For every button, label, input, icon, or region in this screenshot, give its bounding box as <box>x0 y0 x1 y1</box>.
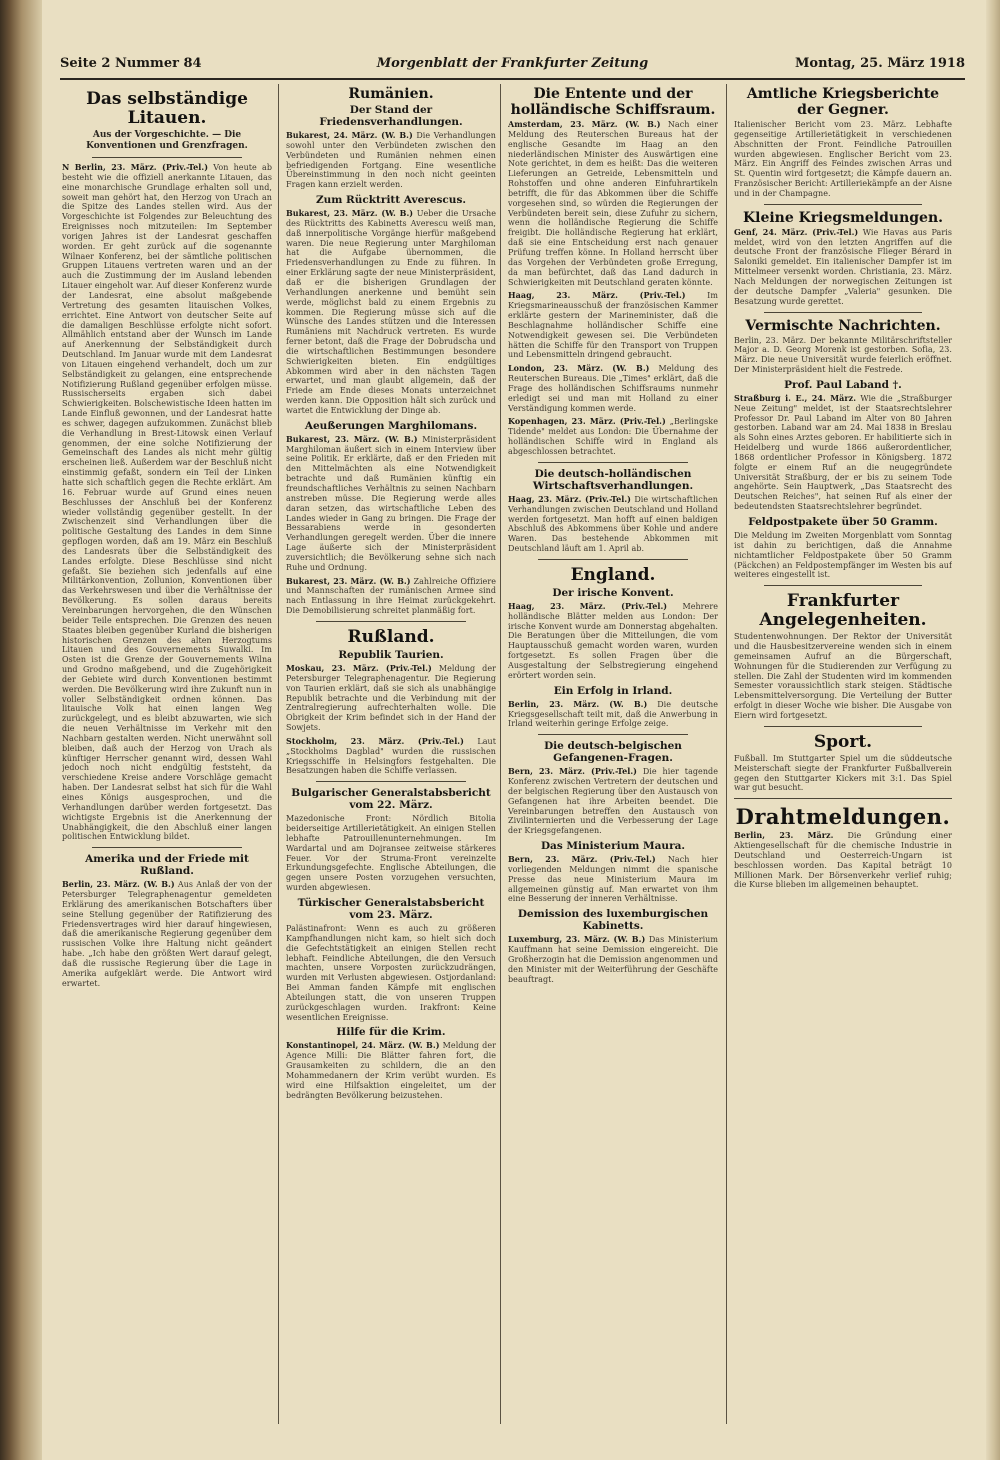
subheadline-konvent: Der irische Konvent. <box>552 586 674 599</box>
subheadline-litauen: Aus der Vorgeschichte. — Die Konventionen und Grenzfragen. <box>86 130 248 151</box>
headline-irland: Ein Erfolg in Irland. <box>553 684 673 697</box>
article-kleine: Genf, 24. März. (Priv.-Tel.) Wie Havas aus Paris meldet, wird von den letzten Angriffen auf die deutsche Front der französische Flieger Bérard in Saloniki gemeldet. Ein italienischer Dampfer ist im Mittelmeer versenkt worden. Christiania, 23. März. Nach Meldungen der norwegischen Zeitungen ist der deutsche Dampfer „Valeria" gesunken. Die Besatzung wurde gerettet. <box>734 226 952 306</box>
headline-vermischt: Vermischte Nachrichten. <box>745 317 941 334</box>
article-marghiloman: Bukarest, 23. März. (W. B.) Ministerpräsident Marghiloman äußert sich in einem Interview über seine Politik. Er erklärte, daß er den Frieden mit den Mittelmächten als eine Notwendigkeit betrachte und daß Rumänien künftig ein freundschaftliches Verhältnis zu seinen Nachbarn anstreben müsse. Die Regierung werde alles daran setzen, das wirtschaftliche Leben des Landes wieder in Gang zu bringen. Die Frage der Bessarabiens werde in gesonderten Verhandlungen geregelt werden. Über die innere Lage äußerte sich der Ministerpräsident zuversichtlich; die Bevölkerung sehne sich nach Ruhe und Ordnung. <box>286 433 496 572</box>
headline-rumaenien: Rumänien. <box>348 86 434 102</box>
article-tuerk-bericht: Palästinafront: Wenn es auch zu größeren Kampfhandlungen nicht kam, so hielt sich doch die Gefechtstätigkeit an einigen Stellen recht lebhaft. Feindliche Abteilungen, die den Versuch machten, unsere Vorposten zurückzudrängen, wurden mit Verlusten abgewiesen. Ostjordanland: Bei Amman fanden Kämpfe mit englischen Abteilungen statt, die von unseren Truppen zurückgeschlagen wurden. Irakfront: Keine wesentlichen Ereignisse. <box>286 924 496 1022</box>
column-rule <box>278 84 279 1424</box>
headline-maura: Das Ministerium Maura. <box>540 840 686 853</box>
headline-marghiloman: Aeußerungen Marghilomans. <box>304 419 478 432</box>
issue-date: Montag, 25. März 1918 <box>795 56 965 71</box>
headline-entente: Die Entente und der holländische Schiffsraum. <box>510 86 716 118</box>
headline-luxemburg: Demission des luxemburgischen Kabinetts. <box>517 908 709 933</box>
article-maura: Bern, 23. März. (Priv.-Tel.) Nach hier vorliegenden Meldungen nimmt die spanische Presse das neue Ministerium Maura im allgemeinen günstig auf. Man erwartet von ihm eine Besserung der inneren Verhältnisse. <box>508 854 718 904</box>
article-kopenhagen: Kopenhagen, 23. März. (Priv.-Tel.) „Berlingske Tidende" meldet aus London: Die Übernahme der holländischen Schiffe wird in England als abgeschlossen betrachtet. <box>508 416 718 456</box>
subheadline-taurien: Republik Taurien. <box>338 648 444 661</box>
article-amerika: Berlin, 23. März. (W. B.) Aus Anlaß der von der Petersburger Telegraphenagentur gemeldeten Erklärung des amerikanischen Botschafters über seine Stellung gegenüber der Ratifizierung des Friedensvertrages wird hier darauf hingewiesen, daß die amerikanische Regierung gegenüber dem russischen Volke ihre Haltung nicht geändert habe. „Ich habe den größten Wert darauf gelegt, daß die russische Regierung über die Lage in Amerika aufgeklärt werde. Die Antwort wird erwartet. <box>62 879 272 988</box>
headline-gefangene: Die deutsch-belgischen Gefangenen-Fragen. <box>544 740 682 765</box>
headline-drahtmeldungen: Drahtmeldungen. <box>735 804 951 830</box>
headline-amerika: Amerika und der Friede mit Rußland. <box>85 853 249 878</box>
column-rule <box>726 84 727 1424</box>
article-kriegsmarine: Haag, 23. März. (Priv.-Tel.) Im Kriegsmarineausschuß der französischen Kammer erklärte gestern der Marineminister, daß die Beschlagnahme holländischer Schiffe eine Notwendigkeit gewesen sei. Die Verbündeten hätten die Schiffe für den Transport von Truppen und Lebensmitteln dringend gebraucht. <box>508 290 718 360</box>
column-2 <box>286 84 496 1424</box>
article-dt-holl: Haag, 23. März. (Priv.-Tel.) Die wirtschaftlichen Verhandlungen zwischen Deutschland und Holland werden fortgesetzt. Man hofft auf einen baldigen Abschluß des Abkommens über Kohle und andere Waren. Das bestehende Abkommen mit Deutschland läuft am 1. April ab. <box>508 493 718 554</box>
article-laband: Straßburg i. E., 24. März. Wie die „Straßburger Neue Zeitung" meldet, ist der Staatsrechtslehrer Professor Dr. Paul Laband im Alter von 80 Jahren gestorben. Laband war am 24. Mai 1838 in Breslau als Sohn eines Arztes geboren. Er habilitierte sich in Heidelberg und wurde 1866 außerordentlicher, 1868 ordentlicher Professor in Königsberg. 1872 folgte er einem Ruf an die neugegründete Universität Straßburg, der er bis zu seinem Tode angehörte. Sein Hauptwerk, „Das Staatsrecht des Deutschen Reiches", hat seinen Ruf als einer der bedeutendsten Staatsrechtslehrer begründet. <box>734 392 952 512</box>
article-gefangene: Bern, 23. März. (Priv.-Tel.) Die hier tagende Konferenz zwischen Vertretern der deutschen und der belgischen Regierung über den Austausch von Gefangenen hat ihre Arbeiten beendet. Die Vereinbarungen betreffen den Austausch von Zivilinternierten und die Verbesserung der Lage der Kriegsgefangenen. <box>508 766 718 836</box>
headline-dt-holl: Die deutsch-holländischen Wirtschaftsverhandlungen. <box>532 467 694 492</box>
headline-averescu: Zum Rücktritt Averescus. <box>315 194 467 207</box>
column-1 <box>62 84 272 1424</box>
article-luxemburg: Luxemburg, 23. März. (W. B.) Das Ministerium Kauffmann hat seine Demission eingereicht. Die Großherzogin hat die Demission angenommen und den Minister mit der Weiterführung der Geschäfte beauftragt. <box>508 934 718 984</box>
headline-litauen: Das selbständige Litauen. <box>86 89 248 128</box>
article-averescu: Bukarest, 23. März. (W. B.) Ueber die Ursache des Rücktritts des Kabinetts Averescu weiß man, daß innerpolitische Vorgänge hierfür maßgebend waren. Die neue Regierung unter Marghiloman hat die Aufgabe übernommen, die Friedensverhandlungen zu Ende zu führen. In einer Erklärung sagte der neue Ministerpräsident, daß er die bisherigen Grundlagen der Verhandlungen anerkenne und bemüht sein werde, möglichst bald zu einem Ergebnis zu kommen. Die Regierung müsse sich auf die Wünsche des Landes stützen und die Interessen Rumäniens mit Nachdruck vertreten. Es wurde ferner betont, daß die Frage der Dobrudscha und die wirtschaftlichen Bestimmungen besondere Schwierigkeiten bieten. Ein endgültiges Abkommen wird aber in den nächsten Tagen erwartet, und man glaubt allgemein, daß der Friede am Ende dieses Monats unterzeichnet werden kann. Die Opposition hält sich zurück und wartet die Entwicklung der Dinge ab. <box>286 208 496 415</box>
article-litauen: N Berlin, 23. März. (Priv.-Tel.) Von heute ab besteht wie die offiziell anerkannte Litauen, das eine monarchische Grundlage erhalten soll und, soweit man gehört hat, den Herzog von Urach an die Spitze des Landes stellen wird. Aus der Vorgeschichte ist Folgendes zur Beleuchtung des Ereignisses noch mitzuteilen: Im September vorigen Jahres ist der Landesrat geschaffen worden. Er geht zurück auf die sogenannte Wilnaer Konferenz, bei der sämtliche politischen Gruppen Litauens vertreten waren und an der auch die Zustimmung der im Ausland lebenden Litauer eingeholt war. Auf dieser Konferenz wurde der Landesrat, eine absolut maßgebende Vertretung des gesamten litauischen Volkes, errichtet. Eine Antwort von deutscher Seite auf die damaligen Beschlüsse erfolgte nicht sofort. Allmählich entstand aber der Wunsch im Lande auf Anerkennung der Selbständigkeit durch Deutschland. Im Januar wurde mit dem Landesrat von Litauen eingehend verhandelt, doch um zur Selbständigkeit zu gelangen, eine entsprechende Notifizierung Rußland gegenüber erfolgen müsse. Russischerseits ergaben sich dabei Schwierigkeiten. Bolschewistische Ideen hatten im Lande Einfluß gewonnen, und der Landesrat hatte es schwer, dagegen aufzukommen. Zunächst blieb die Verhandlung in Brest-Litowsk einen Verlauf genommen, der eine solche Notifizierung der Gemeinschaft des Landes als nicht mehr gültig erscheinen ließ. Außerdem war der Beschluß nicht einstimmig gefaßt, sondern ein Teil der Linken hatte sich schaftlich gegen die Rechte erklärt. Am 16. Februar wurde auf Grund eines neuen Beschlusses der Anschluß bei der Konferenz wieder vollständig gegenüber gestellt. In der Zwischenzeit sind Verhandlungen über die politische Gestaltung des Landes in dem Sinne gepflogen worden, daß am 19. März ein Beschluß des Landesrats über die Selbständigkeit des Landes erfolgte. Diese Beschlüsse sind nicht gefaßt. Sie beziehen sich jedenfalls auf eine Militärkonvention, Zollunion, Konventionen über das Verkehrswesen und über die Verhältnisse der Bevölkerung. Es sollen daraus bereits Vereinbarungen hervorgehen, die den Wünschen beider Teile entsprechen. Die Grenzen des neuen Staates bleiben gegenüber Kurland die bisherigen historischen Grenzen des alten Herzogtums Litauen und des Gouvernements Suwalki. Im Osten ist die Grenze der Gouvernements Wilna und Grodno maßgebend, und die Zugehörigkeit der Gebiete wird durch Konventionen bestimmt werden. Die Bevölkerung wird ihre Zukunft nun in voller Selbständigkeit ordnen können. Das litauische Volk hat einen langen Weg zurückgelegt, und es bleibt abzuwarten, wie sich die neuen Verhältnisse im Verkehr mit den Nachbarn gestalten werden. Nicht unerwähnt soll bleiben, daß auch der Herzog von Urach als künftiger Herrscher genannt wird, dessen Wahl jedoch noch nicht endgültig feststeht, da verschiedene Kreise andere Vorschläge gemacht haben. Der Landesrat selbst hat sich für die Wahl eines Königs ausgesprochen, und die Verhandlungen darüber werden fortgesetzt. Das wichtigste Ergebnis ist die Anerkennung der Unabhängigkeit, die den Abschluß einer langen politischen Entwicklung bildet. <box>62 162 272 842</box>
article-drahtmeldungen: Berlin, 23. März. Die Gründung einer Aktiengesellschaft für die chemische Industrie in Deutschland und Oesterreich-Ungarn ist beschlossen worden. Das Kapital beträgt 10 Millionen Mark. Der Börsenverkehr verlief ruhig; die Kurse blieben im allgemeinen behauptet. <box>734 830 952 890</box>
article-sport: Fußball. Im Stuttgarter Spiel um die süddeutsche Meisterschaft siegte der Frankfurter Fußballverein gegen den Stuttgarter Kickers mit 3:1. Das Spiel war gut besucht. <box>734 753 952 793</box>
article-rumaenien: Bukarest, 24. März. (W. B.) Die Verhandlungen sowohl unter den Verbündeten zwischen den Verbündeten und Rumänien nehmen einen befriedigenden Fortgang. Eine wesentliche Übereinstimmung in den noch nicht geeinten Fragen kann erzielt werden. <box>286 130 496 190</box>
article-vermischt: Berlin, 23. März. Der bekannte Militärschriftsteller Major a. D. Georg Morenk ist gestorben. Sofia, 23. März. Die neue Universität wurde feierlich eröffnet. Der Ministerpräsident hielt die Festrede. <box>734 335 952 375</box>
article-england: Haag, 23. März. (Priv.-Tel.) Mehrere holländische Blätter melden aus London: Der irische Konvent wurde am Donnerstag abgehalten. Die Beratungen über die Mitteilungen, die vom Hauptausschuß gemacht worden waren, wurden fortgesetzt. Es sollen Fragen über die Ausgestaltung der Selbstregierung eingehend erörtert worden sein. <box>508 600 718 680</box>
masthead <box>60 52 965 80</box>
article-taurien: Moskau, 23. März. (Priv.-Tel.) Meldung der Petersburger Telegraphenagentur. Die Regierung von Taurien erklärt, daß sie sich als unabhängige Republik betrachte und die Verbindung mit der Zentralregierung aufrechterhalten wolle. Die Obrigkeit der Krim befindet sich in der Hand der Sowjets. <box>286 662 496 733</box>
headline-sport: Sport. <box>813 731 873 752</box>
article-entente: Amsterdam, 23. März. (W. B.) Nach einer Meldung des Reuterschen Bureaus hat der englische Gesandte im Haag an den niederländischen Minister des Auswärtigen eine Note gerichtet, in dem es heißt: Das die weiteren Lieferungen an Getreide, Lebensmitteln und Rohstoffen und ohne anderen Einfuhrartikeln betrifft, die für das Abkommen über die Schiffe vorgesehen sind, so würden die Regierungen der Verbündeten bereit sein, diese Zufuhr zu sichern, wenn die holländische Regierung die Schiffe freigibt. Die holländische Regierung hat erklärt, daß sie eine Entscheidung erst nach genauer Prüfung treffen könne. In Holland herrscht über das Vorgehen der Verbündeten große Erregung, da man befürchtet, daß das Land dadurch in Schwierigkeiten mit Deutschland geraten könnte. <box>508 119 718 287</box>
headline-bulgar-bericht: Bulgarischer Generalstabsbericht vom 22. März. <box>291 787 491 812</box>
headline-frankfurt: Frankfurter Angelegenheiten. <box>759 591 927 631</box>
headline-russland: Rußland. <box>347 626 435 647</box>
column-3 <box>508 84 718 1424</box>
headline-tuerk-bericht: Türkischer Generalstabsbericht vom 23. März. <box>297 897 485 921</box>
article-frankfurt: Studentenwohnungen. Der Rektor der Universität und die Hausbesitzervereine wenden sich in einem gemeinsamen Aufruf an die Bürgerschaft, Wohnungen für die Studierenden zur Verfügung zu stellen. Die Zahl der Studenten wird im kommenden Semester voraussichtlich stark steigen. Städtische Lebensmittelversorgung. Die Verteilung der Butter erfolgt in dieser Woche wie bisher. Die Ausgabe von Eiern wird fortgesetzt. <box>734 632 952 720</box>
subheadline-rumaenien: Der Stand der Friedensverhandlungen. <box>319 104 463 128</box>
article-irland: Berlin, 23. März. (W. B.) Die deutsche Kriegsgesellschaft teilt mit, daß die Anwerbung in Irland weiterhin geringe Erfolge zeige. <box>508 698 718 729</box>
article-kriegsberichte: Italienischer Bericht vom 23. März. Lebhafte gegenseitige Artillerietätigkeit in verschiedenen Abschnitten der Front. Feindliche Patrouillen wurden abgewiesen. Englischer Bericht vom 23. März. Ein Angriff des Feindes zwischen Arras und St. Quentin wird fortgesetzt; die Kämpfe dauern an. Französischer Bericht: Artilleriekämpfe an der Aisne und in der Champagne. <box>734 120 952 198</box>
article-london: London, 23. März. (W. B.) Meldung des Reuterschen Bureaus. Die „Times" erklärt, daß die Frage des holländischen Schiffsraums nunmehr erledigt sei und man mit Holland zu einer Verständigung kommen werde. <box>508 363 718 413</box>
column-4 <box>734 84 952 1424</box>
newspaper-title: Morgenblatt der Frankfurter Zeitung <box>376 56 649 71</box>
headline-kriegsberichte: Amtliche Kriegsberichte der Gegner. <box>746 86 940 118</box>
headline-england: England. <box>570 564 656 585</box>
article-bukarest: Bukarest, 23. März. (W. B.) Zahlreiche Offiziere und Mannschaften der rumänischen Armee sind nach Entlassung in ihre Heimat zurückgekehrt. Die Demobilisierung schreitet planmäßig fort. <box>286 575 496 616</box>
article-stockholm: Stockholm, 23. März. (Priv.-Tel.) Laut „Stockholms Dagblad" wurden die russischen Kriegsschiffe in Helsingfors festgehalten. Die Besatzungen haben die Schiffe verlassen. <box>286 735 496 776</box>
headline-kleine: Kleine Kriegsmeldungen. <box>742 209 944 226</box>
page-number: Seite 2 Nummer 84 <box>60 56 202 71</box>
headline-laband: Prof. Paul Laband †. <box>784 378 902 391</box>
article-bulgar-bericht: Mazedonische Front: Nördlich Bitolia beiderseitige Artillerietätigkeit. An einigen Stellen lebhafte Patrouillenunternehmungen. Im Wardartal und am Dojransee zeitweise stärkeres Feuer. Vor der Struma-Front vereinzelte Erkundungsgefechte. Englische Abteilungen, die gegen unsere Posten vorzugehen versuchten, wurden abgewiesen. <box>286 814 496 893</box>
page-edge <box>986 0 1000 1460</box>
article-feldpost: Die Meldung im Zweiten Morgenblatt vom Sonntag ist dahin zu berichtigen, daß die Annahme nichtamtlicher Feldpostpakete über 50 Gramm (Päckchen) an Feldpostempfänger im Westen bis auf weiteres eingestellt ist. <box>734 531 952 580</box>
article-krim: Konstantinopel, 24. März. (W. B.) Meldung der Agence Milli: Die Blätter fahren fort, die Grausamkeiten zu schildern, die an den Mohammedanern der Krim verübt wurden. Es wird eine Hilfsaktion eingeleitet, um der bedrängten Bevölkerung beizustehen. <box>286 1040 496 1100</box>
column-rule <box>500 84 501 1424</box>
book-binding-gutter <box>0 0 42 1460</box>
headline-feldpost: Feldpostpakete über 50 Gramm. <box>748 516 938 528</box>
headline-krim: Hilfe für die Krim. <box>336 1026 446 1039</box>
